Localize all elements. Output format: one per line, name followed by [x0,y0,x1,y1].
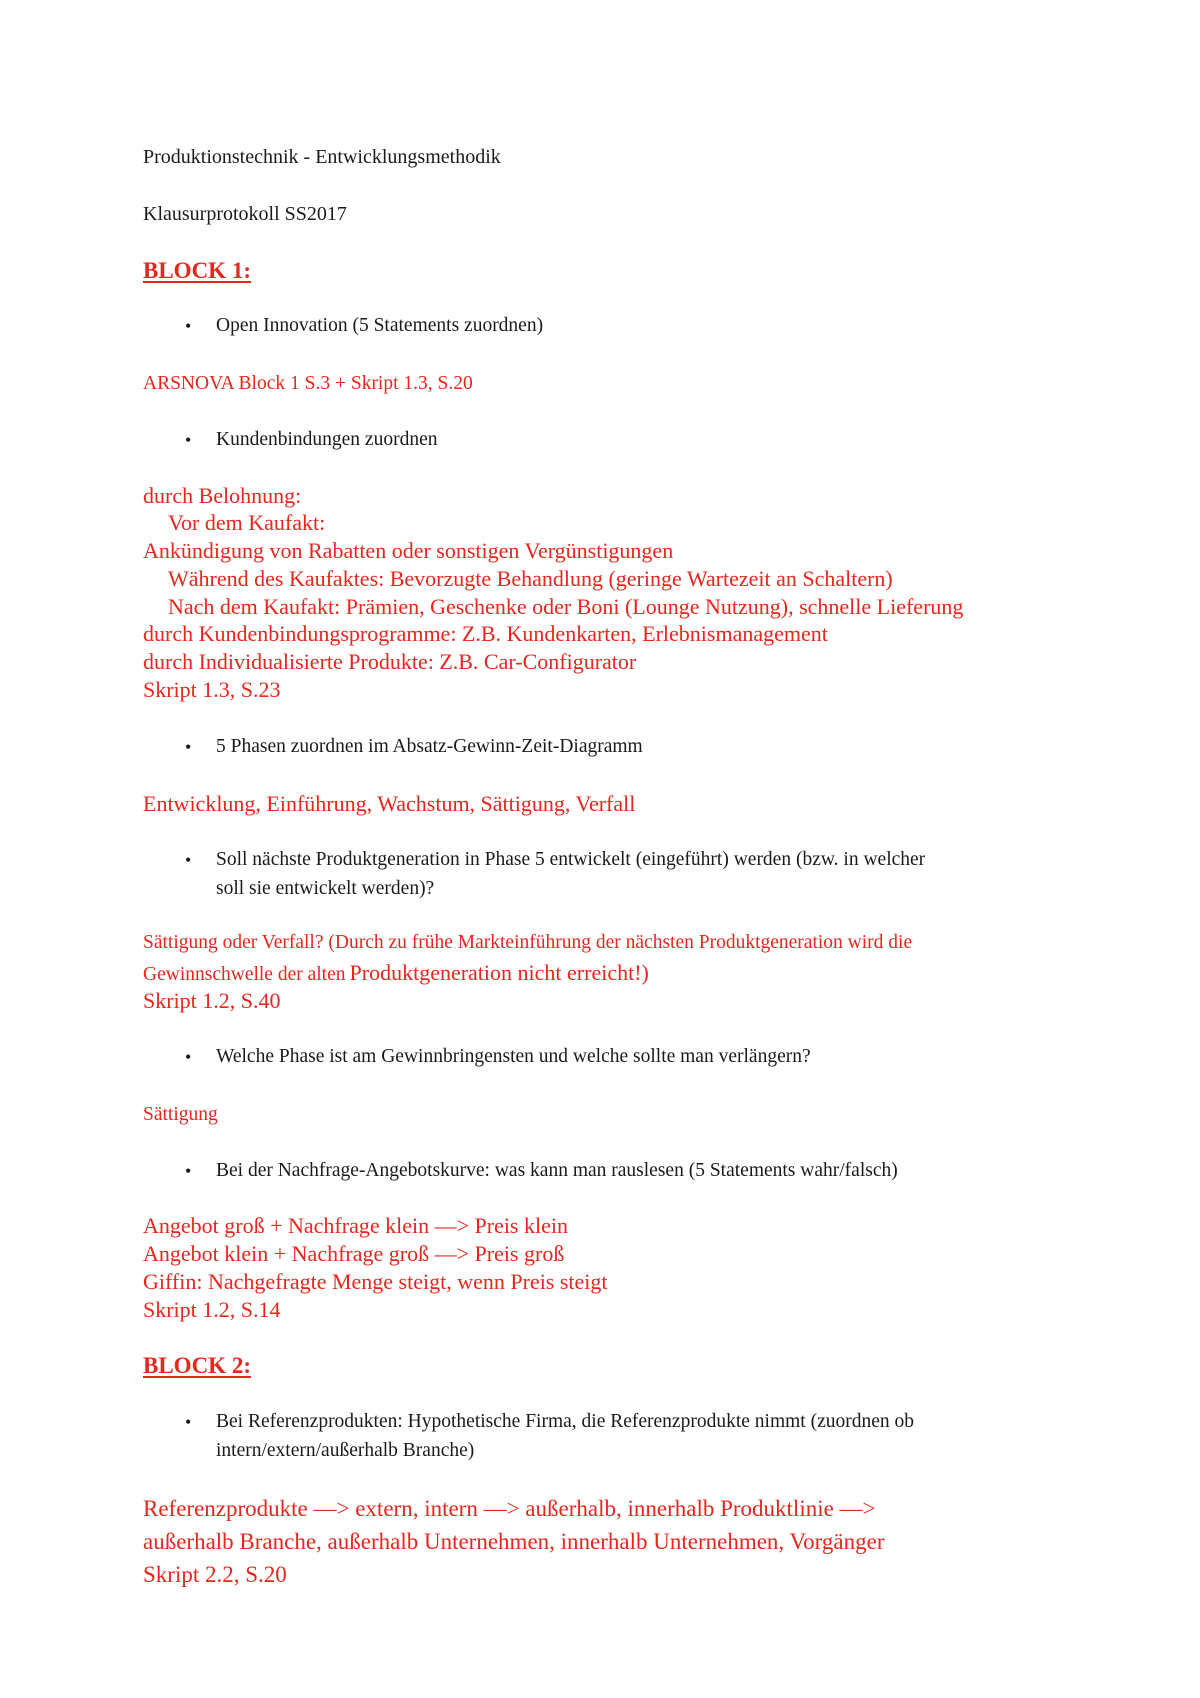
answer-line: durch Kundenbindungsprogramme: Z.B. Kundenkarten, Erlebnismanagement [143,621,828,646]
source-reference: Skript 1.2, S.14 [143,1297,281,1322]
answer-line: Nach dem Kaufakt: Prämien, Geschenke oder Boni (Lounge Nutzung), schnelle Lieferung [168,594,964,619]
source-reference: Skript 2.2, S.20 [143,1562,287,1587]
answer-segment: Produktgeneration nicht erreicht!) [349,960,649,985]
answer-line: Vor dem Kaufakt: [168,510,326,535]
question-kundenbindungen: Kundenbindungen zuordnen [216,429,438,450]
document-subtitle: Klausurprotokoll SS2017 [143,203,347,225]
question-angebotskurve: Bei der Nachfrage-Angebotskurve: was kann man rauslesen (5 Statements wahr/falsch) [216,1160,898,1181]
block-2-heading: BLOCK 2: [143,1353,251,1378]
answer-gewinnbringend: Sättigung [143,1104,218,1125]
bullet-icon: • [185,1412,192,1432]
question-open-innovation: Open Innovation (5 Statements zuordnen) [216,315,544,336]
answer-line: Giffin: Nachgefragte Menge steigt, wenn Preis steigt [143,1269,608,1294]
answer-line: Ankündigung von Rabatten oder sonstigen Vergünstigungen [143,538,674,563]
answer-line: Angebot klein + Nachfrage groß —> Preis groß [143,1241,565,1266]
answer-line: Während des Kaufaktes: Bevorzugte Behandlung (geringe Wartezeit an Schaltern) [168,566,893,591]
answer-phasen: Entwicklung, Einführung, Wachstum, Sättigung, Verfall [143,791,636,816]
answer-line: durch Belohnung: [143,483,302,508]
bullet-icon: • [185,737,192,757]
answer-line [143,962,649,985]
answer-line: Sättigung oder Verfall? (Durch zu frühe Markteinführung der nächsten Produktgeneration wird die [143,932,913,953]
question-phasen: 5 Phasen zuordnen im Absatz-Gewinn-Zeit-Diagramm [216,736,643,757]
answer-segment: Gewinnschwelle der alten [143,964,346,985]
answer-line: außerhalb Branche, außerhalb Unternehmen, innerhalb Unternehmen, Vorgänger [143,1529,885,1554]
question-referenzprodukte: Bei Referenzprodukten: Hypothetische Firma, die Referenzprodukte nimmt (zuordnen ob [216,1411,914,1432]
question-gewinnbringend: Welche Phase ist am Gewinnbringensten und welche sollte man verlängern? [216,1046,811,1067]
question-produktgeneration: soll sie entwickelt werden)? [216,878,435,899]
source-reference: Skript 1.3, S.23 [143,677,281,702]
answer-line: Referenzprodukte —> extern, intern —> außerhalb, innerhalb Produktlinie —> [143,1496,876,1521]
question-referenzprodukte: intern/extern/außerhalb Branche) [216,1440,475,1461]
bullet-icon: • [185,850,192,870]
bullet-icon: • [185,316,192,336]
question-produktgeneration: Soll nächste Produktgeneration in Phase 5 entwickelt (eingeführt) werden (bzw. in welcher [216,849,926,870]
answer-open-innovation: ARSNOVA Block 1 S.3 + Skript 1.3, S.20 [143,373,473,394]
bullet-icon: • [185,1161,192,1181]
document-title: Produktionstechnik - Entwicklungsmethodik [143,146,501,168]
source-reference: Skript 1.2, S.40 [143,988,281,1013]
answer-line: durch Individualisierte Produkte: Z.B. Car-Configurator [143,649,637,674]
answer-line: Angebot groß + Nachfrage klein —> Preis klein [143,1213,568,1238]
bullet-icon: • [185,1047,192,1067]
bullet-icon: • [185,430,192,450]
block-1-heading: BLOCK 1: [143,258,251,283]
